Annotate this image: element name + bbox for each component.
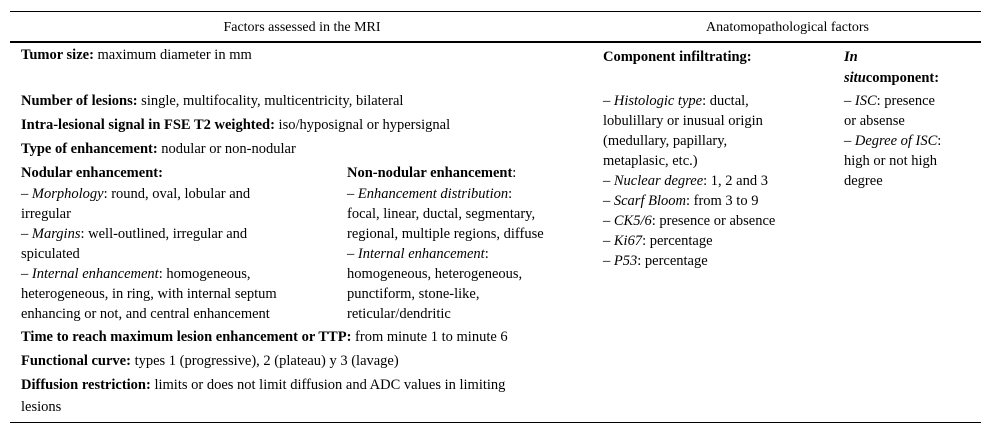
header-rule (10, 41, 981, 43)
nodular-line: – Morphology: round, oval, lobular and (21, 186, 251, 202)
non-nodular-list (347, 184, 544, 324)
non-nodular-line: punctiform, stone-like, (347, 286, 480, 302)
infiltrating-line: metaplasic, etc.) (603, 153, 698, 169)
non-nodular-line: reticular/dendritic (347, 306, 451, 322)
top-rule (10, 11, 981, 12)
nodular-line: irregular (21, 206, 71, 222)
infiltrating-line: – Histologic type: ductal, (603, 93, 749, 109)
infiltrating-list (603, 91, 775, 271)
ttp-row: Time to reach maximum lesion enhancement or TTP: from minute 1 to minute 6 (21, 329, 508, 345)
bottom-rule (10, 422, 981, 423)
nodular-title: Nodular enhancement: (21, 165, 163, 181)
insitu-line: – ISC: presence (844, 93, 935, 109)
nodular-line: enhancing or not, and central enhancement (21, 306, 270, 322)
non-nodular-title: Non-nodular enhancement: (347, 165, 517, 181)
infiltrating-line: (medullary, papillary, (603, 133, 728, 149)
infiltrating-line: – Nuclear degree: 1, 2 and 3 (603, 173, 768, 189)
infiltrating-line: – P53: percentage (603, 253, 708, 269)
factors-table (10, 11, 981, 423)
nodular-line: spiculated (21, 246, 80, 262)
non-nodular-line: regional, multiple regions, diffuse (347, 226, 544, 242)
insitu-line: or absense (844, 113, 905, 129)
nodular-line: – Margins: well-outlined, irregular and (21, 226, 248, 242)
insitu-title-line2: situcomponent: (844, 70, 940, 86)
header-mri: Factors assessed in the MRI (223, 20, 381, 35)
non-nodular-line: – Internal enhancement: (347, 246, 489, 262)
infiltrating-line: – Scarf Bloom: from 3 to 9 (603, 193, 759, 209)
infiltrating-line: – Ki67: percentage (603, 233, 713, 249)
infiltrating-line: lobulillary or inusual origin (603, 113, 763, 129)
diffusion-row: Diffusion restriction: limits or does not limit diffusion and ADC values in limiting (21, 377, 506, 393)
tumor-size-row: Tumor size: maximum diameter in mm (21, 47, 252, 63)
insitu-line: degree (844, 173, 883, 189)
insitu-line: – Degree of ISC: (844, 133, 942, 149)
infiltrating-title: Component infiltrating: (603, 49, 752, 65)
num-lesions-row: Number of lesions: single, multifocality, multicentricity, bilateral (21, 93, 404, 109)
curve-row: Functional curve: types 1 (progressive), 2 (plateau) y 3 (lavage) (21, 353, 399, 369)
intra-signal-row: Intra-lesional signal in FSE T2 weighted: iso/hyposignal or hypersignal (21, 117, 451, 133)
insitu-title-line1: In (844, 49, 858, 65)
insitu-line: high or not high (844, 153, 938, 169)
non-nodular-line: focal, linear, ductal, segmentary, (347, 206, 536, 222)
insitu-list (844, 91, 941, 191)
infiltrating-line: – CK5/6: presence or absence (603, 213, 776, 229)
nodular-line: – Internal enhancement: homogeneous, (21, 266, 251, 282)
nodular-line: heterogeneous, in ring, with internal septum (21, 286, 277, 302)
non-nodular-line: homogeneous, heterogeneous, (347, 266, 523, 282)
enh-type-row: Type of enhancement: nodular or non-nodular (21, 141, 296, 157)
header-patho: Anatomopathological factors (706, 20, 869, 35)
nodular-list (21, 184, 277, 324)
diffusion-row-cont: lesions (21, 399, 62, 415)
non-nodular-line: – Enhancement distribution: (347, 186, 513, 202)
